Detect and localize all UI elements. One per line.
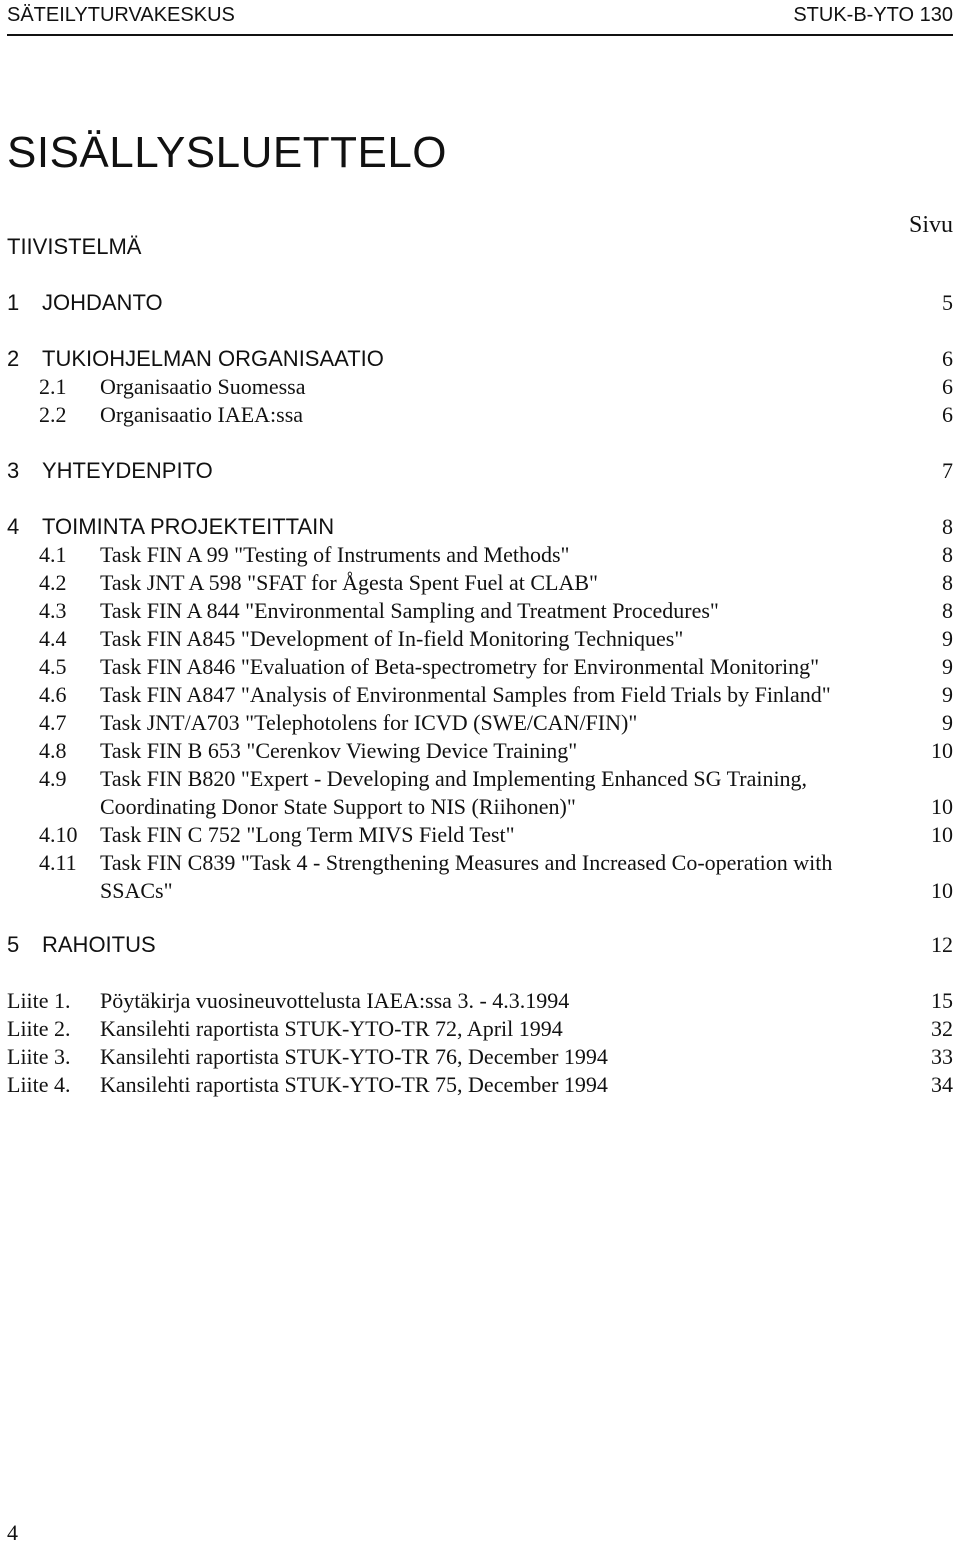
toc-number: 4.7 bbox=[39, 710, 67, 735]
toc-row bbox=[0, 598, 960, 626]
toc-text: Task FIN A847 "Analysis of Environmental Samples from Field Trials by Finland" bbox=[100, 682, 831, 707]
toc-number: 4.3 bbox=[39, 598, 67, 623]
page-column-label: Sivu bbox=[908, 212, 953, 238]
toc-number: 1 bbox=[7, 290, 20, 315]
toc-text: Task FIN C839 "Task 4 - Strengthening Measures and Increased Co-operation with bbox=[100, 850, 833, 875]
toc-row bbox=[0, 234, 960, 262]
toc-number: 4.5 bbox=[39, 654, 67, 679]
toc-text: Organisaatio Suomessa bbox=[100, 374, 306, 399]
toc-text: Task FIN B 653 "Cerenkov Viewing Device Training" bbox=[100, 738, 578, 763]
toc-text: Task FIN A 844 "Environmental Sampling and Treatment Procedures" bbox=[100, 598, 719, 623]
toc-row bbox=[0, 878, 960, 906]
toc-page: 7 bbox=[942, 458, 953, 483]
toc-text: RAHOITUS bbox=[42, 932, 156, 957]
appendix-label: Liite 2. bbox=[7, 1016, 71, 1041]
appendix-text: Kansilehti raportista STUK-YTO-TR 75, December 1994 bbox=[100, 1072, 608, 1097]
appendix-row bbox=[0, 1044, 960, 1072]
toc-number: 4 bbox=[7, 514, 20, 539]
toc-row bbox=[0, 570, 960, 598]
toc-page: 9 bbox=[942, 682, 953, 707]
appendix-label: Liite 1. bbox=[7, 988, 71, 1013]
toc-page: 6 bbox=[942, 402, 953, 427]
toc-number: 4.6 bbox=[39, 682, 67, 707]
toc-number: 4.8 bbox=[39, 738, 67, 763]
header-rule bbox=[7, 34, 953, 36]
toc-row bbox=[0, 654, 960, 682]
toc-text: Task FIN C 752 "Long Term MIVS Field Test" bbox=[100, 822, 515, 847]
appendix-label: Liite 3. bbox=[7, 1044, 71, 1069]
toc-text: Coordinating Donor State Support to NIS (Riihonen)" bbox=[100, 794, 576, 819]
toc-row bbox=[0, 542, 960, 570]
appendix-row bbox=[0, 1072, 960, 1100]
toc-row bbox=[0, 402, 960, 430]
appendix-text: Kansilehti raportista STUK-YTO-TR 76, December 1994 bbox=[100, 1044, 608, 1069]
toc-row bbox=[0, 738, 960, 766]
toc-number: 4.4 bbox=[39, 626, 67, 651]
toc-row bbox=[0, 932, 960, 960]
toc-page: 10 bbox=[931, 822, 953, 847]
toc-page: 10 bbox=[931, 878, 953, 903]
toc-row bbox=[0, 458, 960, 486]
appendix-page: 32 bbox=[931, 1016, 953, 1041]
toc-text: TIIVISTELMÄ bbox=[7, 234, 142, 259]
appendix-text: Pöytäkirja vuosineuvottelusta IAEA:ssa 3. - 4.3.1994 bbox=[100, 988, 570, 1013]
toc-number: 3 bbox=[7, 458, 20, 483]
toc-row bbox=[0, 822, 960, 850]
toc-page: 8 bbox=[942, 514, 953, 539]
page-title: SISÄLLYSLUETTELO bbox=[7, 128, 448, 177]
toc-text: SSACs" bbox=[100, 878, 173, 903]
appendix-page: 33 bbox=[931, 1044, 953, 1069]
toc-number: 4.11 bbox=[39, 850, 77, 875]
toc-number: 4.10 bbox=[39, 822, 78, 847]
toc-page: 9 bbox=[942, 654, 953, 679]
toc-row bbox=[0, 514, 960, 542]
toc-page: 6 bbox=[942, 346, 953, 371]
toc-page: 10 bbox=[931, 738, 953, 763]
toc-text: JOHDANTO bbox=[42, 290, 163, 315]
toc-number: 2.2 bbox=[39, 402, 67, 427]
toc-page: 8 bbox=[942, 542, 953, 567]
appendix-page: 15 bbox=[931, 988, 953, 1013]
toc-text: TOIMINTA PROJEKTEITTAIN bbox=[42, 514, 335, 539]
toc-text: Task FIN A845 "Development of In-field Monitoring Techniques" bbox=[100, 626, 684, 651]
appendix-label: Liite 4. bbox=[7, 1072, 71, 1097]
toc-text: Task FIN A 99 "Testing of Instruments and Methods" bbox=[100, 542, 570, 567]
toc-number: 4.2 bbox=[39, 570, 67, 595]
toc-row bbox=[0, 766, 960, 794]
toc-number: 2 bbox=[7, 346, 20, 371]
toc-page: 8 bbox=[942, 598, 953, 623]
toc-number: 4.1 bbox=[39, 542, 67, 567]
toc-row bbox=[0, 850, 960, 878]
toc-page: 6 bbox=[942, 374, 953, 399]
toc-row bbox=[0, 346, 960, 374]
toc-text: Organisaatio IAEA:ssa bbox=[100, 402, 304, 427]
appendix-page: 34 bbox=[931, 1072, 953, 1097]
toc-text: Task JNT A 598 "SFAT for Ågesta Spent Fuel at CLAB" bbox=[100, 570, 598, 595]
toc-row bbox=[0, 290, 960, 318]
toc-row bbox=[0, 374, 960, 402]
toc-number: 5 bbox=[7, 932, 20, 957]
appendix-row bbox=[0, 1016, 960, 1044]
toc-page: 9 bbox=[942, 710, 953, 735]
toc-row bbox=[0, 794, 960, 822]
toc-number: 4.9 bbox=[39, 766, 67, 791]
header-right: STUK-B-YTO 130 bbox=[793, 4, 953, 26]
toc-page: 9 bbox=[942, 626, 953, 651]
footer-page-number: 4 bbox=[7, 1520, 18, 1545]
toc-page: 5 bbox=[942, 290, 953, 315]
toc-row bbox=[0, 710, 960, 738]
toc-page: 8 bbox=[942, 570, 953, 595]
toc-text: YHTEYDENPITO bbox=[42, 458, 213, 483]
toc-number: 2.1 bbox=[39, 374, 67, 399]
header-left: SÄTEILYTURVAKESKUS bbox=[7, 4, 235, 26]
toc-text: Task FIN A846 "Evaluation of Beta-spectrometry for Environmental Monitoring" bbox=[100, 654, 820, 679]
toc-row bbox=[0, 626, 960, 654]
toc-text: Task FIN B820 "Expert - Developing and Implementing Enhanced SG Training, bbox=[100, 766, 808, 791]
appendix-row bbox=[0, 988, 960, 1016]
toc-text: TUKIOHJELMAN ORGANISAATIO bbox=[42, 346, 384, 371]
toc-row bbox=[0, 682, 960, 710]
appendix-text: Kansilehti raportista STUK-YTO-TR 72, April 1994 bbox=[100, 1016, 563, 1041]
toc-page: 10 bbox=[931, 794, 953, 819]
toc-page: 12 bbox=[931, 932, 953, 957]
toc-text: Task JNT/A703 "Telephotolens for ICVD (SWE/CAN/FIN)" bbox=[100, 710, 638, 735]
